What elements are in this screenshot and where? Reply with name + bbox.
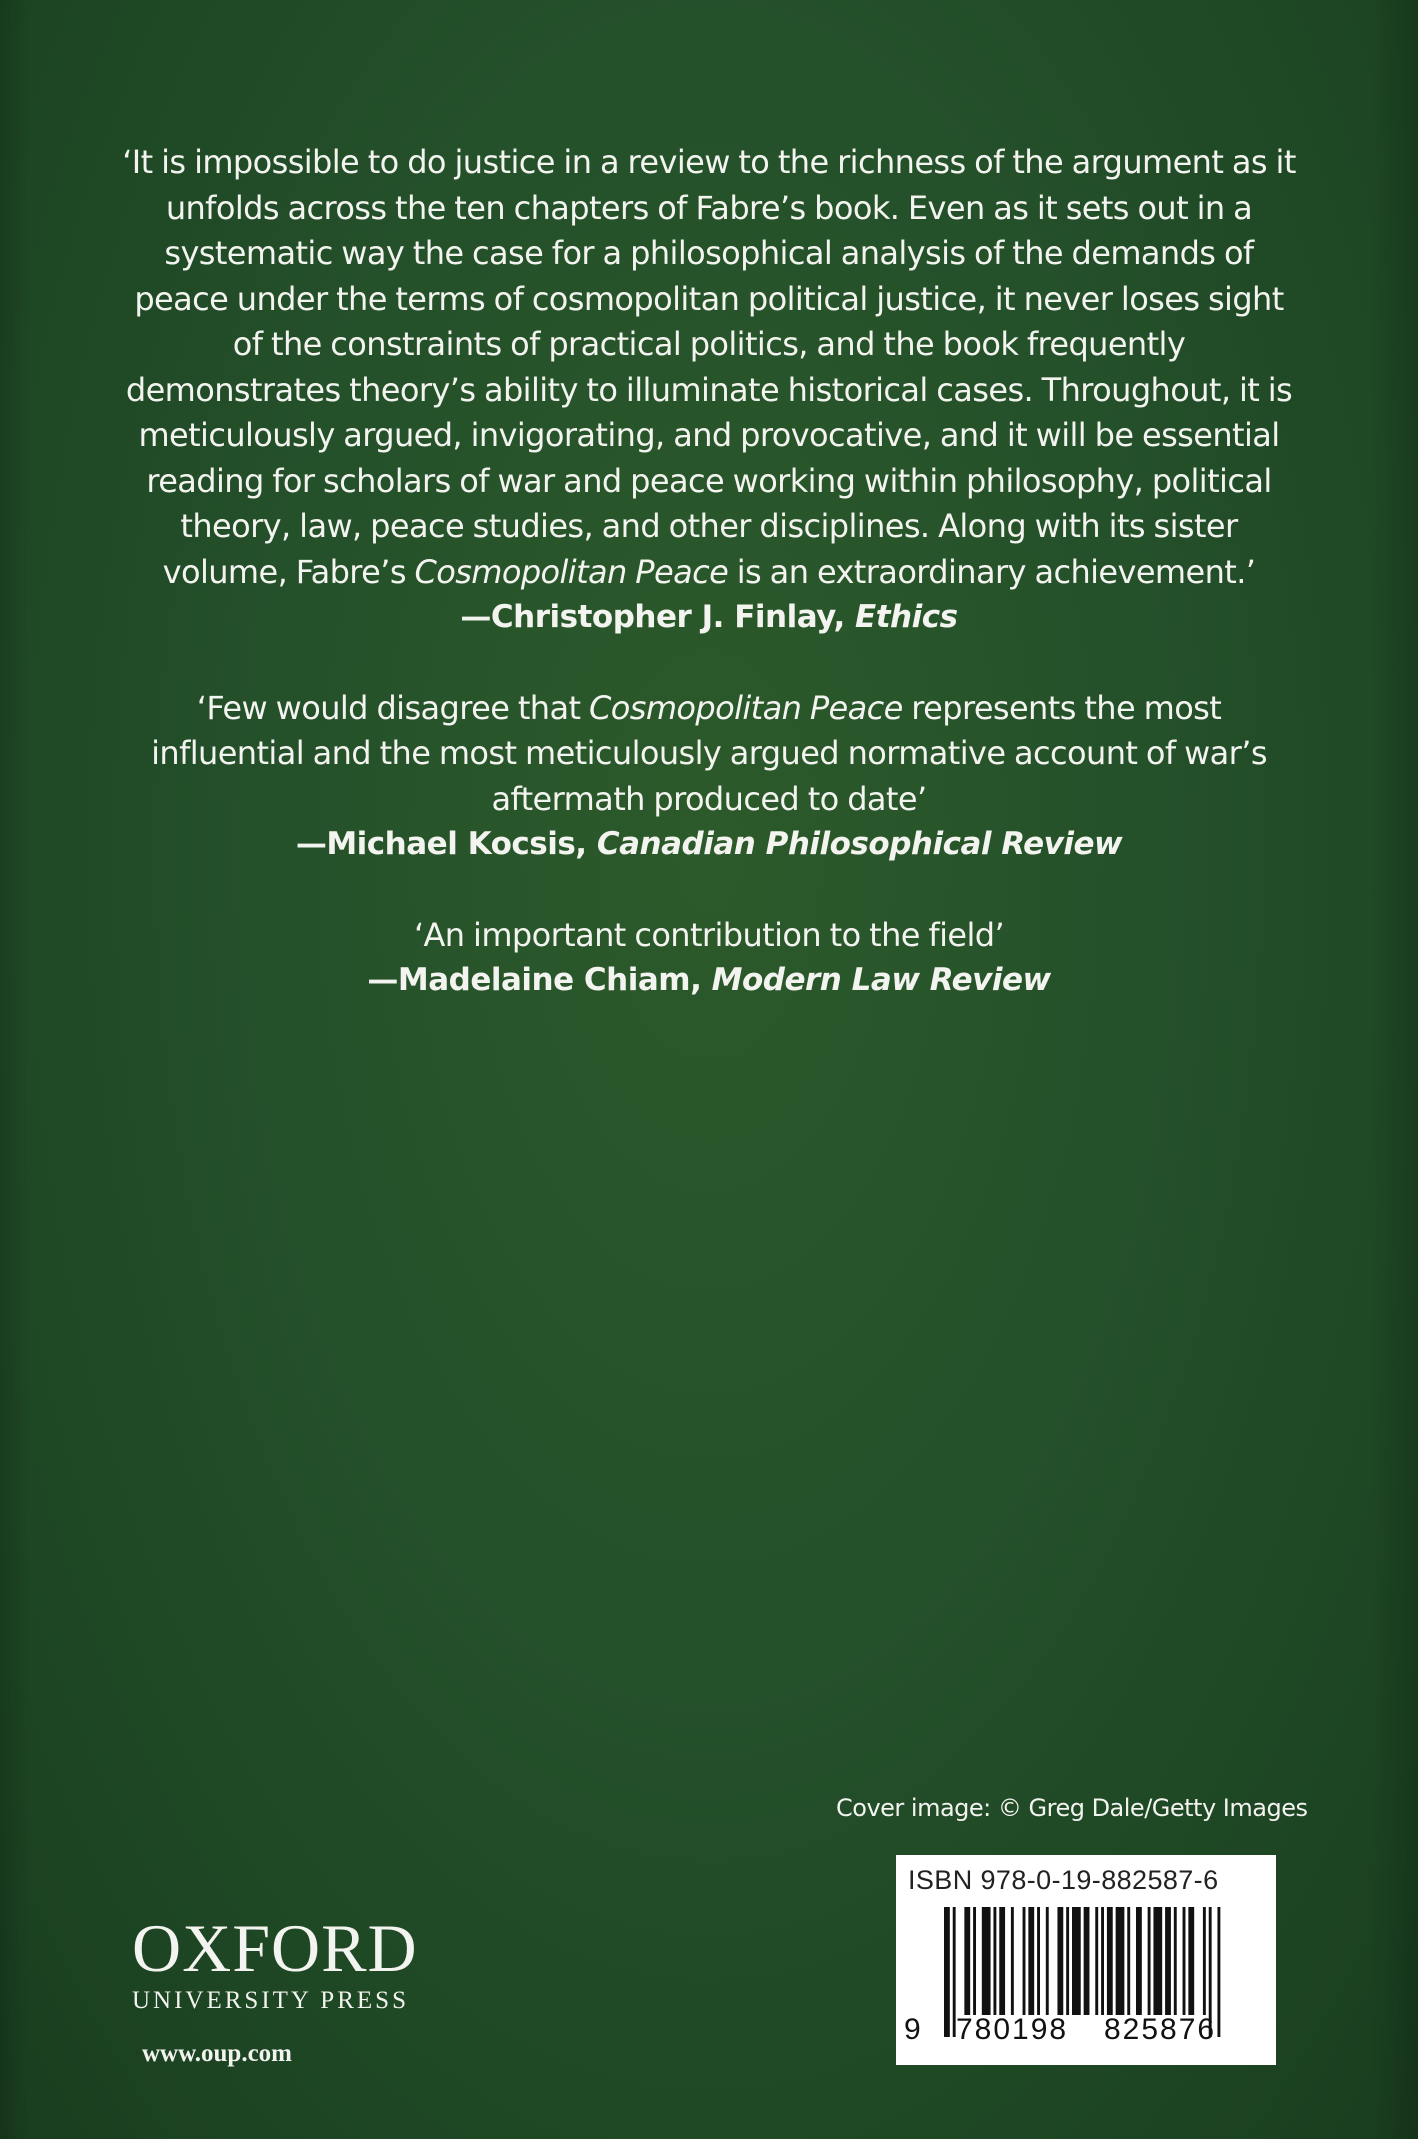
- review-line: influential and the most meticulously argued normative account of war’s: [151, 734, 1267, 772]
- oxford-logo: [132, 1912, 418, 2016]
- barcode-bar: [1203, 1907, 1206, 2015]
- review-kocsis: [120, 686, 1298, 868]
- barcode-right-digits: 825876: [1104, 2013, 1217, 2046]
- review-line: meticulously argued, invigorating, and provocative, and it will be essential: [138, 416, 1280, 454]
- barcode-number: [904, 2013, 1268, 2053]
- publication-name: Modern Law Review: [711, 962, 1051, 998]
- review-line: aftermath produced to date’: [491, 779, 927, 818]
- barcode-bar: [1023, 1907, 1026, 2015]
- isbn-barcode-box: [896, 1855, 1276, 2065]
- book-title-italic: Cosmopolitan Peace: [414, 552, 729, 591]
- review-line-part: is an extraordinary achievement.’: [728, 552, 1256, 591]
- reviewer-name: —Michael Kocsis,: [295, 826, 597, 862]
- review-line-part: volume, Fabre’s: [162, 552, 415, 591]
- publisher-name: OXFORD: [132, 1910, 418, 1986]
- publication-name: Canadian Philosophical Review: [596, 826, 1123, 862]
- review-line: reading for scholars of war and peace working within philosophy, political: [146, 461, 1272, 500]
- review-line-part: represents the most: [902, 688, 1222, 727]
- barcode-bar: [1046, 1907, 1049, 2015]
- publisher-subtitle: UNIVERSITY PRESS: [132, 1987, 409, 2014]
- publication-name: Ethics: [855, 599, 958, 635]
- cover-edge-shadow: [0, 0, 30, 2139]
- barcode-bar: [1136, 1907, 1142, 2015]
- barcode-bar: [1028, 1907, 1034, 2015]
- review-text: [120, 140, 1298, 595]
- barcode-bar: [1153, 1907, 1162, 2015]
- barcode-bar: [1037, 1907, 1040, 2015]
- barcode-bar: [1116, 1907, 1125, 2015]
- publisher-website: www.oup.com: [142, 2040, 293, 2067]
- barcode-bar: [1095, 1907, 1098, 2015]
- reviews-section: [120, 140, 1298, 1004]
- review-attribution: [120, 822, 1298, 868]
- barcode-bar: [1107, 1907, 1113, 2015]
- review-text: [120, 686, 1298, 823]
- review-line: systematic way the case for a philosophical analysis of the demands of: [164, 234, 1254, 272]
- review-chiam: [120, 913, 1298, 1004]
- barcode-bar: [999, 1907, 1005, 2015]
- book-title-italic: Cosmopolitan Peace: [589, 688, 903, 727]
- review-line: peace under the terms of cosmopolitan political justice, it never loses sight: [134, 279, 1284, 318]
- spine-shadow: [1370, 0, 1418, 2139]
- isbn-label: ISBN 978-0-19-882587-6: [908, 1865, 1219, 1895]
- barcode-left-digits: 780198: [956, 2013, 1069, 2046]
- review-text: [120, 913, 1298, 959]
- barcode-bar: [964, 1907, 970, 2015]
- barcode-bar: [1127, 1907, 1130, 2015]
- review-line: demonstrates theory’s ability to illuminate historical cases. Throughout, it is: [125, 370, 1293, 409]
- barcode-bar: [993, 1907, 996, 2015]
- review-line: of the constraints of practical politics, and the book frequently: [232, 325, 1186, 363]
- barcode-bar: [1165, 1907, 1171, 2015]
- barcode-bar: [1188, 1907, 1194, 2015]
- barcode-bar: [973, 1907, 976, 2015]
- review-line: unfolds across the ten chapters of Fabre’s book. Even as it sets out in a: [165, 188, 1253, 227]
- barcode-first-digit: 9: [904, 2013, 921, 2046]
- review-attribution: [120, 595, 1298, 641]
- barcode-bar: [1174, 1907, 1177, 2015]
- barcode-bar: [1057, 1907, 1063, 2015]
- review-attribution: [120, 958, 1298, 1004]
- barcode-bar: [1148, 1907, 1151, 2015]
- reviewer-name: —Christopher J. Finlay,: [460, 599, 856, 635]
- review-line: theory, law, peace studies, and other disciplines. Along with its sister: [180, 507, 1238, 545]
- cover-image-credit: Cover image: © Greg Dale/Getty Images: [836, 1794, 1308, 1822]
- review-finlay: [120, 140, 1298, 641]
- barcode-bar: [1101, 1907, 1104, 2015]
- reviewer-name: —Madelaine Chiam,: [367, 962, 712, 998]
- review-line: ‘It is impossible to do justice in a review to the richness of the argument as it: [122, 143, 1296, 181]
- barcode-bar: [1183, 1907, 1186, 2015]
- barcode-bar: [1066, 1907, 1069, 2015]
- review-line: ‘An important contribution to the field’: [413, 915, 1005, 954]
- barcode-bar: [1084, 1907, 1090, 2015]
- review-line-part: ‘Few would disagree that: [196, 688, 590, 727]
- barcode-bar: [982, 1907, 991, 2015]
- barcode-bar: [1072, 1907, 1081, 2015]
- barcode-bar: [1011, 1907, 1014, 2015]
